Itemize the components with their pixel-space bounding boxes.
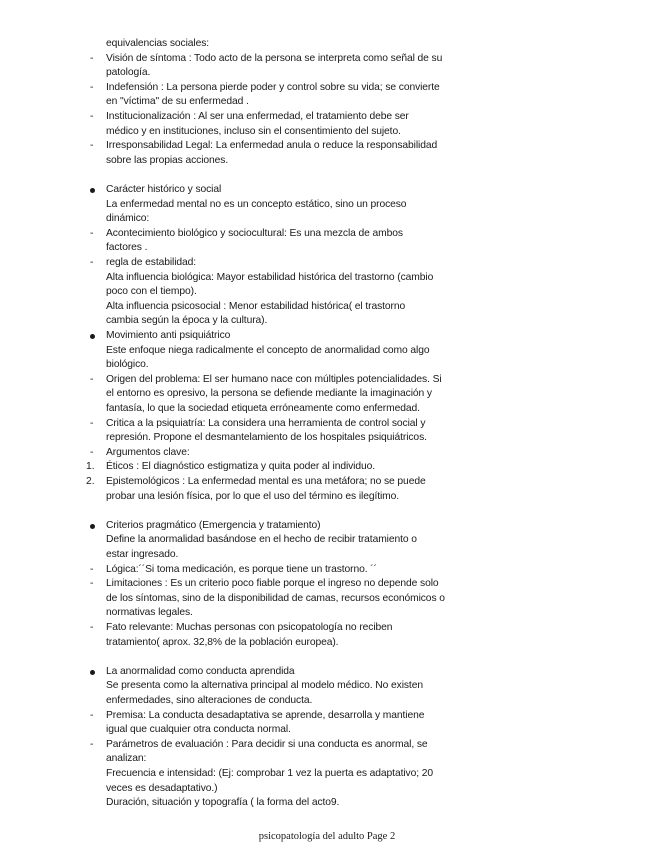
text-line: Duración, situación y topografía ( la forma del acto9. xyxy=(106,797,340,809)
bullet-marker xyxy=(90,188,95,193)
number-marker: 2. xyxy=(86,476,95,487)
text-line: analizan: xyxy=(106,753,147,765)
text-line: fantasía, lo que la sociedad etiqueta erróneamente como enfermedad. xyxy=(106,403,420,414)
text-line: tratamiento( aprox. 32,8% de la población europea). xyxy=(106,636,339,648)
text-line: factores . xyxy=(106,242,148,254)
text-line: médico y en instituciones, incluso sin el consentimiento del sujeto. xyxy=(106,125,401,137)
text-line: Define la anormalidad basándose en el hecho de recibir tratamiento o xyxy=(106,534,417,546)
text-line: La anormalidad como conducta aprendida xyxy=(106,665,295,677)
text-line: Institucionalización : Al ser una enfermedad, el tratamiento debe ser xyxy=(106,111,409,122)
text-line: Fato relevante: Muchas personas con psicopatología no reciben xyxy=(106,622,393,633)
text-line: patología. xyxy=(106,67,151,79)
text-line: veces es desadaptativo.) xyxy=(106,782,218,794)
text-line: el entorno es opresivo, la persona se defiende mediante la imaginación y xyxy=(106,388,432,400)
text-line: enfermedades, sino alteraciones de conducta. xyxy=(106,695,313,706)
dash-marker: - xyxy=(90,373,94,385)
bullet-marker xyxy=(90,524,95,529)
page-footer: psicopatología del adulto Page 2 xyxy=(258,831,396,842)
text-line: cambia según la época y la cultura). xyxy=(106,315,268,327)
text-line: Se presenta como la alternativa principal al modelo médico. No existen xyxy=(106,680,423,692)
dash-marker: - xyxy=(90,140,94,152)
dash-marker: - xyxy=(90,446,94,458)
text-line: Frecuencia e intensidad: (Ej: comprobar 1 vez la puerta es adaptativo; 20 xyxy=(106,768,433,779)
number-marker: 1. xyxy=(86,461,95,473)
text-line: Limitaciones : Es un criterio poco fiable porque el ingreso no depende solo xyxy=(106,578,439,590)
text-line: biológico. xyxy=(106,359,149,371)
text-line: regla de estabilidad: xyxy=(106,257,197,268)
dash-marker: - xyxy=(90,81,94,93)
text-line: Origen del problema: El ser humano nace con múltiples potencialidades. Si xyxy=(106,373,442,385)
dash-marker: - xyxy=(90,709,94,721)
dash-marker: - xyxy=(90,417,94,429)
text-line: dinámico: xyxy=(106,213,150,225)
text-line: Alta influencia psicosocial : Menor estabilidad histórica( el trastorno xyxy=(106,300,406,312)
dash-marker: - xyxy=(90,52,94,64)
text-line: Carácter histórico y social xyxy=(106,184,222,195)
text-line: Premisa: La conducta desadaptativa se aprende, desarrolla y mantiene xyxy=(106,709,425,721)
text-line: Éticos : El diagnóstico estigmatiza y quita poder al individuo. xyxy=(106,461,376,473)
text-line: Parámetros de evaluación : Para decidir si una conducta es anormal, se xyxy=(106,738,428,750)
text-line: estar ingresado. xyxy=(106,549,179,560)
text-line: Visión de síntoma : Todo acto de la persona se interpreta como señal de su xyxy=(106,52,443,64)
dash-marker: - xyxy=(90,622,94,633)
text-line: probar una lesión física, por lo que el uso del término es ilegítimo. xyxy=(106,490,400,502)
text-line: igual que cualquier otra conducta normal. xyxy=(106,724,291,736)
text-line: Acontecimiento biológico y sociocultural: Es una mezcla de ambos xyxy=(106,227,403,239)
text-line: poco con el tiempo). xyxy=(106,286,197,298)
text-line: Movimiento anti psiquiátrico xyxy=(106,330,231,341)
text-line: Lógica:´´Si toma medicación, es porque tiene un trastorno. ´´ xyxy=(106,563,377,575)
bullet-marker xyxy=(90,670,95,675)
dash-marker: - xyxy=(90,578,94,590)
dash-marker: - xyxy=(90,227,94,239)
dash-marker: - xyxy=(90,563,94,575)
text-line: Epistemológicos : La enfermedad mental es una metáfora; no se puede xyxy=(106,476,426,487)
text-line: Argumentos clave: xyxy=(106,446,190,458)
text-line: de los síntomas, sino de la disponibilidad de camas, recursos económicos o xyxy=(106,592,445,604)
dash-marker: - xyxy=(90,738,94,750)
text-line: represión. Propone el desmantelamiento de los hospitales psiquiátricos. xyxy=(106,432,427,444)
text-line: Irresponsabilidad Legal: La enfermedad anula o reduce la responsabilidad xyxy=(106,140,438,152)
text-line: normativas legales. xyxy=(106,607,193,619)
text-line: Este enfoque niega radicalmente el concepto de anormalidad como algo xyxy=(106,344,430,356)
text-line: equivalencias sociales: xyxy=(106,38,210,49)
text-line: Criterios pragmático (Emergencia y tratamiento) xyxy=(106,519,321,531)
text-line: La enfermedad mental no es un concepto estático, sino un proceso xyxy=(106,198,407,210)
text-line: Indefensión : La persona pierde poder y control sobre su vida; se convierte xyxy=(106,81,440,93)
text-line: Critica a la psiquiatría: La considera una herramienta de control social y xyxy=(106,417,426,429)
text-line: en "víctima" de su enfermedad . xyxy=(106,96,249,108)
text-line: sobre las propias acciones. xyxy=(106,154,229,166)
bullet-marker xyxy=(90,334,95,339)
dash-marker: - xyxy=(90,111,94,122)
text-line: Alta influencia biológica: Mayor estabilidad histórica del trastorno (cambio xyxy=(106,271,434,283)
dash-marker: - xyxy=(90,257,94,268)
